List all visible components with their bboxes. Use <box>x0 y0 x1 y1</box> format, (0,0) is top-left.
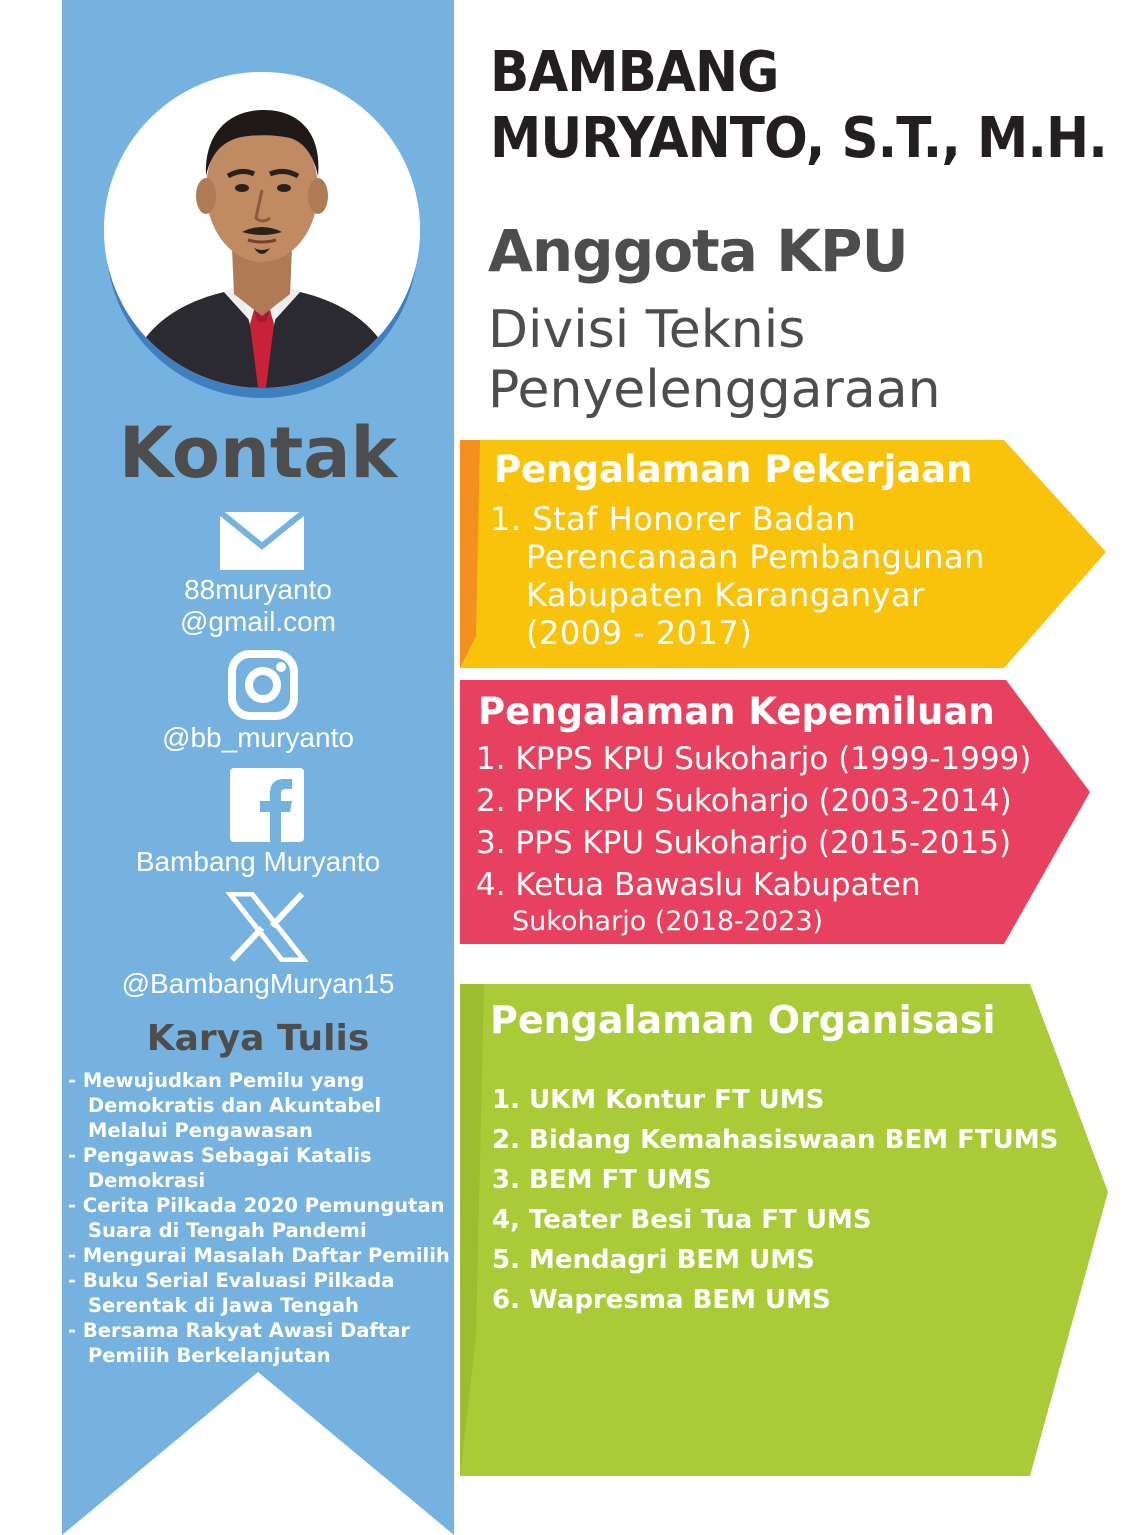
profile-division <box>488 300 941 420</box>
mail-icon <box>220 512 304 570</box>
instagram-handle[interactable]: @bb_muryanto <box>162 722 354 753</box>
list-item: 1. UKM Kontur FT UMS <box>492 1085 825 1115</box>
profile-name-line1: BAMBANG <box>490 40 779 105</box>
list-item: - Cerita Pilkada 2020 Pemungutan Suara di Tengah Pandemi <box>68 1194 445 1242</box>
list-item: 3. PPS KPU Sukoharjo (2015-2015) <box>476 825 1012 861</box>
instagram-icon <box>228 650 298 720</box>
list-item: Perencanaan Pembangunan <box>526 538 985 576</box>
list-item: - Mengurai Masalah Daftar Pemilih <box>68 1244 450 1267</box>
list-item: 1. KPPS KPU Sukoharjo (1999-1999) <box>476 741 1032 777</box>
list-item: - Bersama Rakyat Awasi Daftar Pemilih Berkelanjutan <box>68 1319 411 1367</box>
karya-tulis-heading: Karya Tulis <box>146 1018 370 1059</box>
list-item: 4. Ketua Bawaslu Kabupaten <box>476 867 921 903</box>
email-line1: 88muryanto <box>184 574 332 605</box>
email-text[interactable] <box>62 574 454 638</box>
list-item: Kabupaten Karanganyar <box>526 576 925 614</box>
organisasi-list <box>492 1080 1058 1320</box>
pekerjaan-heading: Pengalaman Pekerjaan <box>494 448 973 491</box>
list-item: - Pengawas Sebagai Katalis Demokrasi <box>68 1144 372 1192</box>
list-item: 2. PPK KPU Sukoharjo (2003-2014) <box>476 783 1012 819</box>
list-item: 5. Mendagri BEM UMS <box>492 1245 815 1275</box>
list-item: Sukoharjo (2018-2023) <box>512 906 824 937</box>
profile-name-line2: MURYANTO, S.T., M.H. <box>490 106 1107 171</box>
division-line2: Penyelenggaraan <box>488 360 941 420</box>
list-item: 6. Wapresma BEM UMS <box>492 1285 831 1315</box>
list-item: (2009 - 2017) <box>526 614 753 652</box>
list-item: 1. Staf Honorer Badan <box>490 500 856 538</box>
organisasi-heading: Pengalaman Organisasi <box>490 998 996 1042</box>
contact-heading: Kontak <box>118 412 398 494</box>
profile-photo <box>104 72 420 388</box>
profile-name <box>490 40 1107 172</box>
facebook-icon <box>230 768 304 842</box>
list-item: 4, Teater Besi Tua FT UMS <box>492 1205 872 1235</box>
profile-role: Anggota KPU <box>488 217 908 285</box>
kepemiluan-list <box>476 738 1031 938</box>
x-twitter-icon <box>226 892 308 962</box>
kepemiluan-heading: Pengalaman Kepemiluan <box>478 690 995 733</box>
twitter-handle[interactable]: @BambangMuryan15 <box>121 968 395 999</box>
facebook-name[interactable]: Bambang Muryanto <box>135 846 381 877</box>
pekerjaan-list <box>490 500 985 652</box>
list-item: 2. Bidang Kemahasiswaan BEM FTUMS <box>492 1125 1059 1155</box>
list-item: 3. BEM FT UMS <box>492 1165 712 1195</box>
karya-tulis-list <box>68 1068 458 1368</box>
division-line1: Divisi Teknis <box>488 300 806 360</box>
email-line2: @gmail.com <box>179 606 336 637</box>
list-item: - Buku Serial Evaluasi Pilkada Serentak di Jawa Tengah <box>68 1269 395 1317</box>
list-item: - Mewujudkan Pemilu yang Demokratis dan Akuntabel Melalui Pengawasan <box>68 1069 382 1142</box>
